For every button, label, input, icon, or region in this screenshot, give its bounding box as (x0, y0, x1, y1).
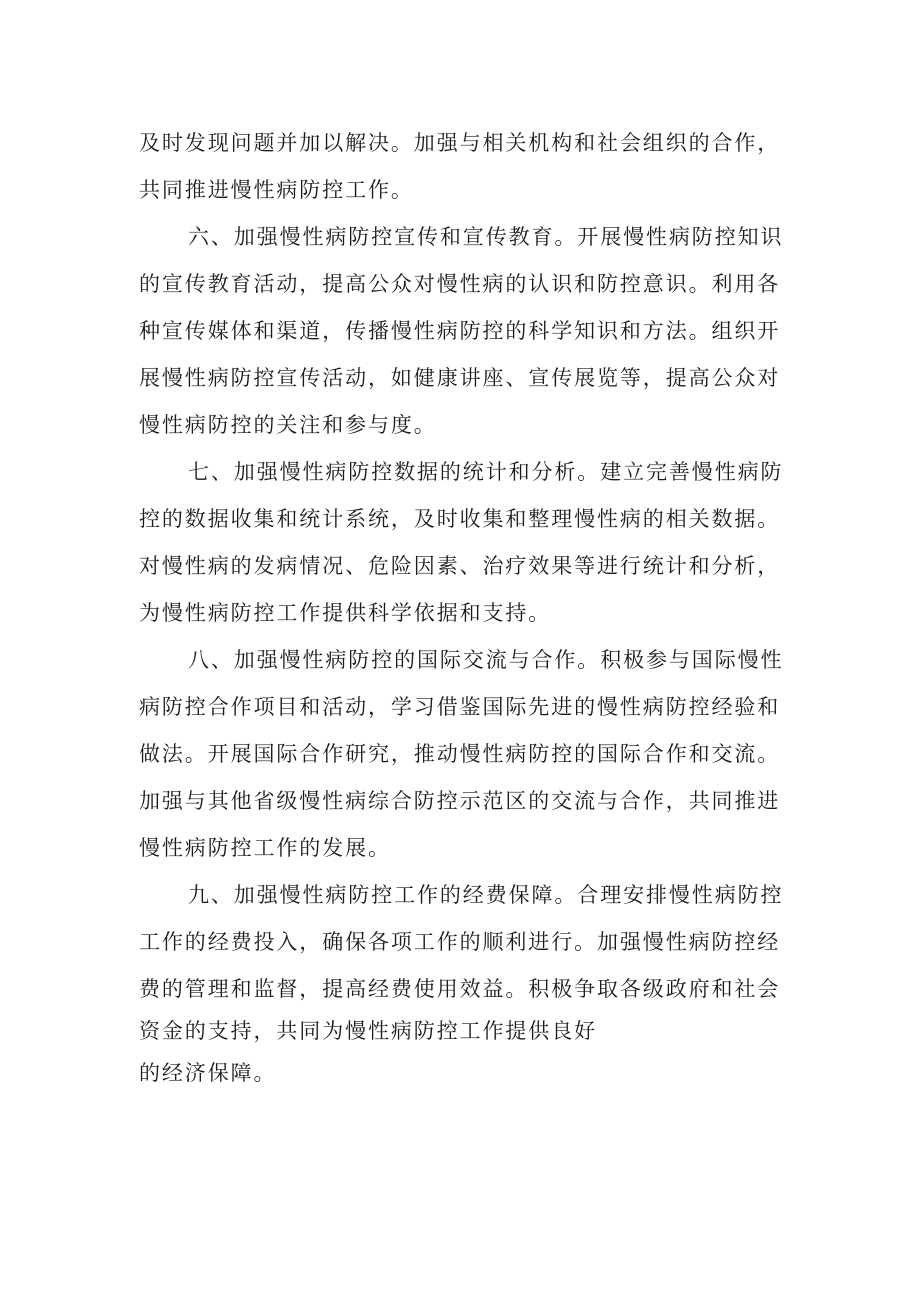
text-line: 对慢性病的发病情况、危险因素、治疗效果等进行统计和分析， (139, 554, 781, 578)
text-line: 做法。开展国际合作研究，推动慢性病防控的国际合作和交流。 (139, 742, 781, 766)
document-body (139, 120, 799, 1097)
text-line: 为慢性病防控工作提供科学依据和支持。 (139, 601, 552, 625)
text-line: 共同推进慢性病防控工作。 (139, 178, 414, 202)
text-line: 的宣传教育活动，提高公众对慢性病的认识和防控意识。利用各 (139, 272, 781, 296)
section-six-heading-line: 六、加强慢性病防控宣传和宣传教育。开展慢性病防控知识 (188, 225, 784, 249)
text-line: 种宣传媒体和渠道，传播慢性病防控的科学知识和方法。组织开 (139, 319, 781, 343)
text-line: 的经济保障。 (139, 1061, 277, 1085)
text-line: 费的管理和监督，提高经费使用效益。积极争取各级政府和社会 (139, 977, 781, 1001)
text-line: 控的数据收集和统计系统，及时收集和整理慢性病的相关数据。 (139, 507, 781, 531)
text-line: 及时发现问题并加以解决。加强与相关机构和社会组织的合作， (139, 131, 781, 155)
text-line: 工作的经费投入，确保各项工作的顺利进行。加强慢性病防控经 (139, 930, 781, 954)
text-line: 慢性病防控工作的发展。 (139, 836, 391, 860)
text-line: 病防控合作项目和活动，学习借鉴国际先进的慢性病防控经验和 (139, 695, 781, 719)
text-line: 慢性病防控的关注和参与度。 (139, 413, 437, 437)
text-line: 加强与其他省级慢性病综合防控示范区的交流与合作，共同推进 (139, 789, 781, 813)
section-seven-heading-line: 七、加强慢性病防控数据的统计和分析。建立完善慢性病防 (188, 460, 784, 484)
section-eight-heading-line: 八、加强慢性病防控的国际交流与合作。积极参与国际慢性 (188, 648, 784, 672)
text-line: 展慢性病防控宣传活动，如健康讲座、宣传展览等，提高公众对 (139, 366, 781, 390)
section-nine-heading-line: 九、加强慢性病防控工作的经费保障。合理安排慢性病防控 (188, 883, 784, 907)
text-line: 资金的支持，共同为慢性病防控工作提供良好 (139, 1019, 597, 1043)
